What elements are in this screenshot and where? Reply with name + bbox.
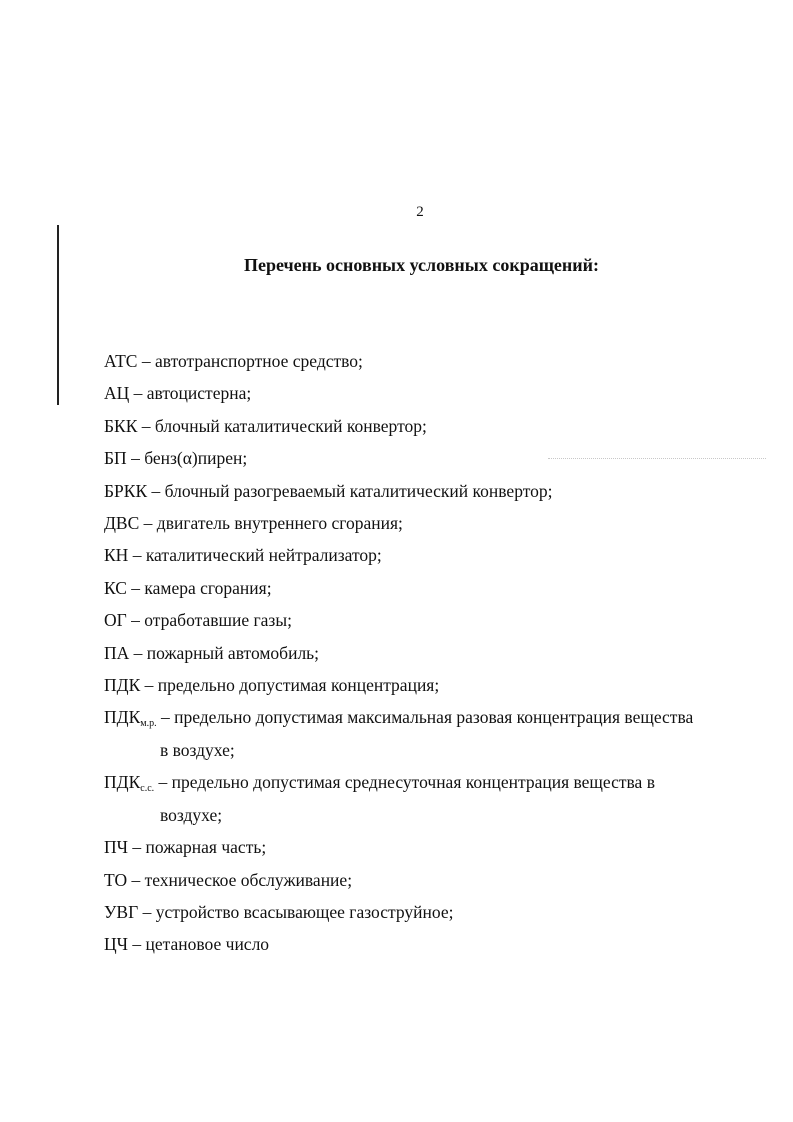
abbreviation-term: ДВС (104, 513, 140, 534)
abbreviation-term: КС (104, 577, 127, 598)
abbreviation-item (104, 539, 764, 571)
abbreviation-definition: – предельно допустимая среднесуточная концентрация вещества в (154, 772, 655, 793)
abbreviation-item (104, 572, 764, 604)
abbreviation-item (104, 928, 764, 960)
abbreviation-definition: – устройство всасывающее газоструйное; (138, 901, 454, 922)
abbreviation-item (104, 831, 764, 863)
abbreviation-definition: – пожарный автомобиль; (129, 642, 320, 663)
abbreviation-term: ПДК (104, 707, 141, 728)
abbreviation-term: ПА (104, 642, 130, 663)
abbreviation-item (104, 345, 764, 377)
abbreviation-definition: – предельно допустимая максимальная разовая концентрация вещества (156, 707, 694, 728)
abbreviation-term: АЦ (104, 383, 130, 404)
abbreviation-item (104, 475, 764, 507)
abbreviation-term: ПЧ (104, 837, 129, 858)
abbreviation-term: АТС (104, 351, 138, 371)
abbreviation-item (104, 766, 764, 831)
page-title: Перечень основных условных сокращений: (243, 255, 600, 275)
abbreviation-subscript: м.р. (140, 718, 157, 730)
abbreviation-definition: – каталитический нейтрализатор; (128, 545, 382, 566)
scan-margin-mark (57, 225, 59, 405)
abbreviation-definition: – автотранспортное средство; (137, 351, 363, 371)
abbreviation-term: КН (104, 545, 129, 566)
abbreviation-term: ПДК (104, 675, 141, 696)
abbreviation-term: БРКК (104, 480, 148, 501)
abbreviation-item (104, 442, 764, 474)
abbreviation-term: ОГ (104, 610, 127, 631)
abbreviation-definition-continuation: воздухе; (160, 804, 223, 825)
abbreviation-term: ПДК (104, 772, 141, 793)
abbreviation-definition: – камера сгорания; (126, 577, 272, 598)
abbreviation-definition: – автоцистерна; (129, 383, 252, 404)
abbreviation-definition: – пожарная часть; (128, 837, 267, 858)
abbreviation-term: ТО (104, 869, 128, 890)
abbreviation-item (104, 604, 764, 636)
abbreviation-definition-continuation: в воздухе; (160, 739, 235, 760)
page-number: 2 (416, 204, 424, 220)
abbreviation-term: ЦЧ (104, 934, 129, 955)
abbreviation-definition: – блочный разогреваемый каталитический конвертор; (147, 480, 553, 501)
abbreviation-item (104, 637, 764, 669)
abbreviation-item (104, 507, 764, 539)
abbreviation-item (104, 864, 764, 896)
abbreviation-term: БКК (104, 415, 138, 436)
abbreviation-definition: – двигатель внутреннего сгорания; (139, 513, 403, 534)
abbreviation-term: БП (104, 448, 127, 469)
abbreviation-list (104, 345, 764, 961)
abbreviation-item (104, 410, 764, 442)
abbreviation-item (104, 377, 764, 409)
abbreviation-definition: – блочный каталитический конвертор; (137, 415, 427, 436)
abbreviation-item (104, 669, 764, 701)
abbreviation-term: УВГ (104, 901, 139, 922)
abbreviation-definition: – техническое обслуживание; (127, 869, 353, 890)
abbreviation-definition: – отработавшие газы; (126, 610, 292, 631)
abbreviation-definition: – цетановое число (128, 934, 270, 955)
abbreviation-definition: – предельно допустимая концентрация; (140, 675, 440, 696)
abbreviation-item (104, 896, 764, 928)
abbreviation-subscript: с.с. (140, 783, 155, 795)
abbreviation-item (104, 701, 764, 766)
abbreviation-definition: – бенз(α)пирен; (126, 448, 248, 469)
